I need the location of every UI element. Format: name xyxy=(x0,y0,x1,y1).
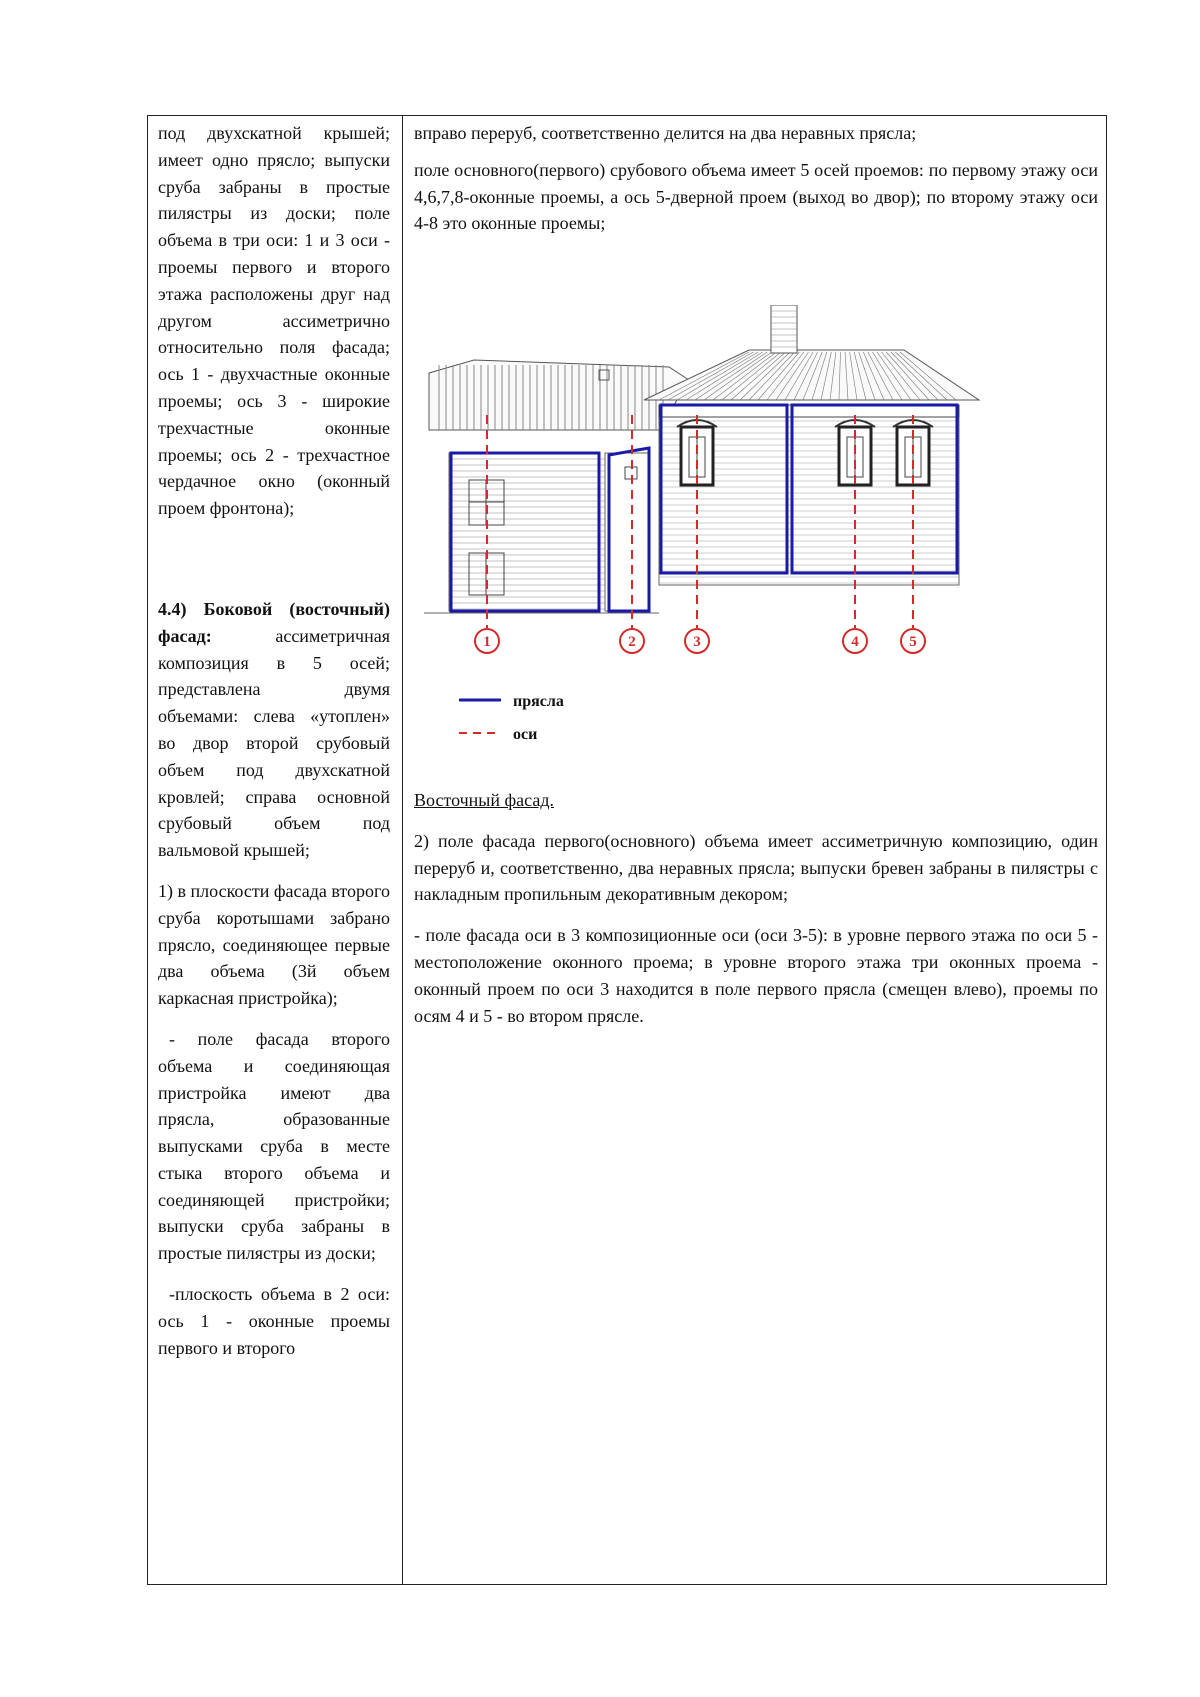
right-paragraph-2: поле основного(первого) срубового объема имеет 5 осей проемов: по первому этажу оси 4,6,7,8-оконные проемы, а ось 5-дверной проем (выход во двор); по второму этажу оси 4-8 это оконные проемы; xyxy=(414,159,1098,234)
left-paragraph-5: -плоскость объема в 2 оси: ось 1 - оконные проемы первого и второго xyxy=(158,1284,390,1358)
left-paragraph-3: 1) в плоскости фасада второго сруба коротышами забрано прясло, соединяющее первые два объема (3й объем каркасная пристройка); xyxy=(158,880,390,1009)
axis-label-5: 5 xyxy=(909,634,917,650)
left-paragraph-1: под двухскатной крышей; имеет одно прясло; выпуски сруба забраны в простые пилястры из доски; поле объема в три оси: 1 и 3 оси - проемы первого и второго этажа расположены друг над другом ассиметрично относительно поля фасада; ось 1 - двухчастные оконные проемы; ось 3 - широкие трехчастные оконные проемы; ось 2 - трехчастное чердачное окно (оконный проем фронтона); xyxy=(158,123,390,519)
right-lower-block xyxy=(414,787,1098,1029)
axis-label-2: 2 xyxy=(628,634,636,650)
right-column xyxy=(414,120,1098,1026)
column-divider xyxy=(402,116,403,1584)
left-paragraph-4: - поле фасада второго объема и соединяющая пристройка имеют два прясла, образованные выпусками сруба в месте стыка второго объема и соединяющей пристройки; выпуски сруба забраны в простые пилястры из доски; xyxy=(158,1028,390,1264)
east-facade-drawing xyxy=(419,305,1029,775)
right-paragraph-1: вправо переруб, соответственно делится на два неравных прясла; xyxy=(414,123,917,143)
figure-caption: Восточный фасад. xyxy=(414,790,555,810)
main-volume-hip-roof xyxy=(644,350,979,400)
legend-axes-label: оси xyxy=(513,726,538,743)
left-volume-roof xyxy=(429,360,689,430)
axis-label-3: 3 xyxy=(693,634,701,650)
section-4-4-paragraph xyxy=(158,596,390,864)
right-paragraph-4: - поле фасада оси в 3 композиционные оси (оси 3-5): в уровне первого этажа по оси 5 - местоположение оконного проема; в уровне второго этажа три оконных проема - оконный проем по оси 3 находится в поле первого прясла (смещен влево), проемы по осям 4 и 5 - во втором прясле. xyxy=(414,925,1098,1026)
facade-svg xyxy=(419,305,1029,775)
left-column xyxy=(158,120,390,1361)
section-heading: 4.4) Боковой (восточный) фасад: xyxy=(158,598,390,646)
axis-label-4: 4 xyxy=(851,634,859,650)
document-table xyxy=(147,115,1107,1585)
legend-spans-label: прясла xyxy=(513,693,564,710)
connecting-annex-wall xyxy=(605,453,650,611)
right-paragraph-3: 2) поле фасада первого(основного) объема имеет ассиметричную композицию, один переруб и, соответственно, два неравных прясла; выпуски бревен забраны в пилястры с накладным пропильным декоративным декором; xyxy=(414,830,1098,905)
axis-label-1: 1 xyxy=(483,634,491,650)
section-heading-text: ассиметричная композиция в 5 осей; представлена двумя объемами: слева «утоплен» во двор второй срубовый объем под двухскатной кровлей; справа основной срубовый объем под вальмовой крышей; xyxy=(158,625,390,861)
